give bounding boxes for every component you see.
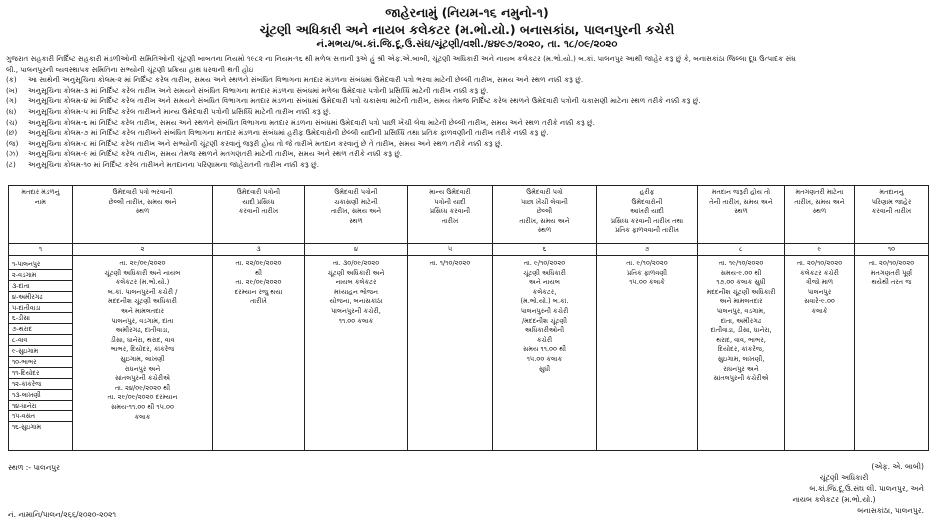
- intro-items: [6, 75, 928, 170]
- column-header: માન્ય ઉમેદવારી પત્રોની યાદી પ્રસિધ્ધ કરવાની તારીખ: [408, 186, 493, 244]
- column-number: ૮: [698, 244, 785, 256]
- column-number: ૨: [73, 244, 213, 256]
- place-label: સ્થળ :- પાલનપુર: [8, 463, 61, 472]
- constituency-name: ૭-થરાદ: [9, 324, 72, 335]
- intro-item-number: (ચ): [6, 117, 18, 127]
- intro-item-text: અનુસૂચિના કોલમ-૭ માં નિર્દિષ્ટ કરેલ તારીખને સંબંધિત વિભાગના મતદાર મંડળના સંબંધમાં હરીફ ઉમેદવારોની છેલ્લી યાદીની પ્રસિધ્ધિ તથા પ્રતિક ફાળવણીની તારીખ તરીકે નક્કી કરૂ છું.: [28, 128, 549, 138]
- constituency-name: ૯-સુઇગામ: [9, 346, 72, 357]
- constituency-name: ૫-દાંતીવાડા: [9, 303, 72, 314]
- intro-item: [6, 118, 928, 129]
- column-header: મતદાનનું પરિણામ જાહેર કરવાની તારીખ: [855, 186, 929, 244]
- intro-line: ગુજરાત સહકારી નિર્દિષ્ટ સહકારી મંડળીઓની સમિતિઓની ચૂંટણી બાબતના નિયમો ૧૯૮૨ ના નિયમ-૧૬ થી મળેલ સત્તાની રૂએ હું શ્રી એફ.એ.બાબી, ચૂંટણી અધિકારી અને નાયબ કલેકટર (મ.ભો.યો.) બ.કાં. પાલનપુર આથી જાહેર કરૂ છું કે, બનાસકાંઠા જિલ્લા દૂધ ઉત્પાદક સંઘ: [6, 54, 796, 63]
- intro-item: [6, 86, 928, 97]
- intro-item-text: અનુસૂચિના કોલમ-૪ માં નિર્દિષ્ટ કરેલ તારીખ અને સમયને સંબંધિત વિભાગના મતદાર મંડળના સંબંધમાં ઉમેદવારી પત્રો ચકાસવા માટેની તારીખ, સમય તેમજ નિર્દિષ્ટ કરેલ સ્થળને ઉમેદવારી પત્રોની ચકાસણી માટેના સ્થળ તરીકે નક્કી કરૂ છું.: [28, 96, 701, 106]
- column-number: ૪: [305, 244, 408, 256]
- signatory-line: બ.કાં.જિ.દૂ.ઉ.સંઘ લી. પાલનપુર, અને: [809, 484, 924, 493]
- constituency-name: ૩-દાંતા: [9, 281, 72, 292]
- intro-item-number: (છ): [6, 128, 18, 138]
- column-number: ૭: [597, 244, 698, 256]
- column-number: ૫: [408, 244, 493, 256]
- intro-item-number: (જ): [6, 138, 19, 148]
- intro-item-text: અનુસૂચિના કોલમ-૬ માં નિર્દિષ્ટ કરેલ તારીખ, સમય અને સ્થળને સંબંધિત વિભાગના મતદાર મંડળના સંબંધમાં ઉમેદવારી પત્રો પાછી ખેંચી લેવા માટેની છેલ્લી તારીખ, સમય અને સ્થળ તરીકે નક્કી કરૂ છું.: [28, 117, 595, 127]
- intro-item-number: (ઝ): [6, 149, 19, 159]
- constituency-name: ૧૫-વસંત: [9, 411, 72, 422]
- intro-item-number: (ઘ): [6, 106, 17, 116]
- constituency-name: ૬-ડીસા: [9, 313, 72, 324]
- constituency-name: ૪-અમીરગઢ: [9, 292, 72, 303]
- signatory-title: ચૂંટણી અધિકારી: [819, 473, 869, 482]
- constituency-name: ૧૧-દિયોદર: [9, 368, 72, 379]
- constituency-name: ૧-પાલનપુર: [9, 259, 72, 270]
- intro-item-text: આ સાથેની અનુસૂચિના કોલમ-૨ માં નિર્દિષ્ટ કરેલ તારીખ, સમય અને સ્થળને સંબંધિત વિભાગના મતદાર મંડળના સંબંધમાં ઉમેદવારી પત્રો ભરવા માટેની છેલ્લી તારીખ, સમય અને સ્થળ નક્કી કરૂ છું.: [28, 75, 584, 85]
- election-schedule-table: [8, 185, 929, 451]
- intro-item: [6, 128, 928, 139]
- column-number: ૯: [785, 244, 855, 256]
- schedule-cell: તા. ૨૦/૧૦/૨૦૨૦ કલેકટર કચેરી ત્રીજો માળ પાલનપુર સવારે-૯.૦૦ કલાકે: [785, 256, 855, 451]
- schedule-cell: તા. ૩૦/૦૯/૨૦૨૦ ચૂંટણી અધિકારી અને નાયબ કલેકટર મધ્યાહન ભોજન યોજના, બનાસકાંઠા પાલનપુરની કચેરી, ૧૧.૦૦ કલાક: [305, 256, 408, 451]
- footer-reference: નં. નામાનિ/પાલન/૨૬૬/૨૦૨૦-૨૦૨૧: [8, 510, 117, 519]
- schedule-cell: તા. ૯/૧૦/૨૦૨૦ ચૂંટણી અધિકારી અને નાયબ કલેકટર, (મ.ભો.યો.) બ.કાં. પાલનપુરની કચેરી /મદદનીશ ચૂંટણી અધિકારીઓની કચેરી સમય ૧૧.૦૦ થી ૧૫.૦૦ કલાક સુધી: [493, 256, 597, 451]
- column-header: ઉમેદવારી પત્રોની યાદી પ્રસિધ્ધ કરવાની તારીખ: [213, 186, 305, 244]
- table-row: [9, 256, 929, 451]
- column-header: ઉમેદવારી પત્રો પાછા ખેંચી લેવાની છેલ્લી તારીખ, સમય અને સ્થળ: [493, 186, 597, 244]
- intro-item: [6, 149, 928, 160]
- intro-item: [6, 139, 928, 150]
- column-header: મતદાર મંડળનું નામ: [9, 186, 73, 244]
- intro-item: [6, 75, 928, 86]
- schedule-cell: તા. ૯/૧૦/૨૦૨૦ પ્રતિક ફાળવણી ૧૫.૦૦ કલાકે: [597, 256, 698, 451]
- column-header: ઉમેદવારી પત્રોની ચકાસણી માટેની તારીખ, સમય અને સ્થળ: [305, 186, 408, 244]
- constituency-name: ૧૪-ધાનેરા: [9, 401, 72, 412]
- constituency-name: ૮-વાવ: [9, 335, 72, 346]
- intro-item-number: (ટ): [6, 159, 16, 169]
- column-number: ૧૦: [855, 244, 929, 256]
- constituency-name: ૧૬-સુઇગામ: [12, 423, 42, 432]
- intro-item: [6, 96, 928, 107]
- intro-item-number: (ખ): [6, 85, 18, 95]
- column-header: મતગણતરી માટેના તારીખ, સમય અને સ્થળ: [785, 186, 855, 244]
- signature-block: [674, 461, 924, 516]
- signatory-line: બનાસકાંઠા, પાલનપુર.: [857, 506, 924, 515]
- intro-item: [6, 107, 928, 118]
- intro-item-number: (ક): [6, 75, 17, 85]
- constituency-name: ૧૩-લાખણી: [9, 390, 72, 401]
- intro-item-text: અનુસૂચિના કોલમ-૫ માં નિર્દિષ્ટ કરેલ તારીખને માન્ય ઉમેદવારી પત્રોની પ્રસિધ્ધિ માટેની તારીખ નક્કી કરૂ છું.: [28, 106, 331, 116]
- column-header: હરીફ ઉમેદવારોની આખરી યાદી પ્રસિધ્ધ કરવાની તારીખ તથા પ્રતિક ફાળવવાની તારીખ: [597, 186, 698, 244]
- schedule-cell: તા. ૨૦/૧૦/૨૦૨૦ મતગણતરી પૂર્ણ થયેથી તરત જ: [855, 256, 929, 451]
- notice-intro: [6, 54, 928, 171]
- intro-item-text: અનુસૂચિના કોલમ-૯ માં નિર્દિષ્ટ કરેલ તારીખ, સમય તેમજ સ્થળને મતગણતરી માટેની તારીખ, સમય અને સ્થળ તરીકે નક્કી કરૂ છું.: [28, 149, 403, 159]
- column-header: ઉમેદવારી પત્રો ભરવાની છેલ્લી તારીખ, સમય અને સ્થળ: [73, 186, 213, 244]
- intro-item: [6, 160, 928, 171]
- schedule-cell: તા. ૨૯/૦૯/૨૦૨૦ ચૂંટણી અધિકારી અને નાયબ કલેકટર (મ.ભો.યો.) બ.કાં. પાલનપુરની કચેરી / મદદનીશ ચૂંટણી અધિકારી અને મામલતદાર પાલનપુર, વડગામ, દાંતા અમીરગઢ, દાંતીવાડા, ડીસા, ધાનેરા, થરાદ, વાવ ભાભર, દિયોદર, કાંકરેજ સુઇગામ, લાખણી રાધનપુર અને સાંતલપુરની કચેરીએ તા. ૨૪/૦૯/૨૦૨૦ થી તા. ૨૯/૦૯/૨૦૨૦ દરમ્યાન સમય-૧૧.૦૦ થી ૧૫.૦૦ કલાક: [73, 256, 213, 451]
- intro-item-text: અનુસૂચિના કોલમ-૩ માં નિર્દિષ્ટ કરેલ તારીખ અને સમયને સંબંધિત વિભાગના મતદાર મંડળના સંબંધમાં મળેલા ઉમેદવાર પત્રોની પ્રસિધ્ધિ માટેની તારીખ નક્કી કરૂ છું.: [28, 85, 489, 95]
- column-number: ૧: [9, 244, 73, 256]
- signatory-line: નાયબ કલેકટર (મ.ભો.યો.): [792, 495, 876, 504]
- table-header-row: [9, 186, 929, 244]
- office-title: ચૂંટણી અધિકારી અને નાયબ કલેકટર (મ.ભો.યો.) બનાસકાંઠા, પાલનપુરની કચેરી: [259, 22, 675, 37]
- constituency-list: [9, 256, 73, 451]
- schedule-cell: તા. ૧૯/૧૦/૨૦૨૦ સમય-૯.૦૦ થી ૧૭.૦૦ કલાક સુધી મદદનીશ ચૂંટણી અધિકારી અને મામલતદાર પાલનપુર, વડગામ, દાંતા, અમીરગઢ દાંતીવાડા, ડીસા, ધાનેરા, થરાદ, વાવ, ભાભર, દિયોદર, કાંકરેજ, સુઇગામ, લાખણી, રાધનપુર અને સાંતલપુરની કચેરીએ: [698, 256, 785, 451]
- column-number: ૬: [493, 244, 597, 256]
- intro-item-text: અનુસૂચિના કોલમ-૮ માં નિર્દિષ્ટ કરેલ તારીખ અને સભ્યોની ચૂંટણી કરવાનું જરૂરી હોય તો જે તારીખે મતદાન કરવાનું છે તે તારીખ, સમય અને સ્થળ તરીકે નક્કી કરૂ છું.: [28, 138, 503, 148]
- notice-header: [0, 4, 934, 52]
- signatory-name: (એફ. એ. બાબી): [871, 462, 924, 471]
- reference-number: નં.મભય/બ.કાં.જિ.દૂ.ઉ.સંઘ/ચૂંટણી/વશી./૪૪૯૭/૨૦૨૦, તા. ૧૮/૦૯/૨૦૨૦: [316, 39, 618, 50]
- schedule-cell: તા. ૧/૧૦/૨૦૨૦: [408, 256, 493, 451]
- column-header: મતદાન જરૂરી હોય તો તેની તારીખ, સમય અને સ્થળ: [698, 186, 785, 244]
- schedule-cell: તા. ૨૨/૦૯/૨૦૨૦ થી તા. ૨૯/૦૯/૨૦૨૦ દરમ્યાન રજુ થયા તારીખે: [213, 256, 305, 451]
- column-number: ૩: [213, 244, 305, 256]
- column-number-row: [9, 244, 929, 256]
- constituency-name: ૧૦-ભાભર: [9, 357, 72, 368]
- constituency-name: ૨-વડગામ: [9, 270, 72, 281]
- intro-line: લી., પાલનપુરની વ્યવસ્થાપક સમિતિના સભ્યોની ચૂંટણી પ્રક્રિયા હાથ ધરવાની થતી હોઇ: [6, 64, 254, 74]
- constituency-name: ૧૨-કાંકરેજ: [9, 379, 72, 390]
- intro-item-number: (ગ): [6, 96, 17, 106]
- notice-title: જાહેરનામું (નિયમ-૧૬ નમુનો-૧): [385, 5, 549, 20]
- intro-item-text: અનુસૂચિના કોલમ-૧૦ માં નિર્દિષ્ટ કરેલ તારીખને મતદાનના પરિણામના જાહેરાતની તારીખ નક્કી કરૂ છું.: [28, 159, 320, 169]
